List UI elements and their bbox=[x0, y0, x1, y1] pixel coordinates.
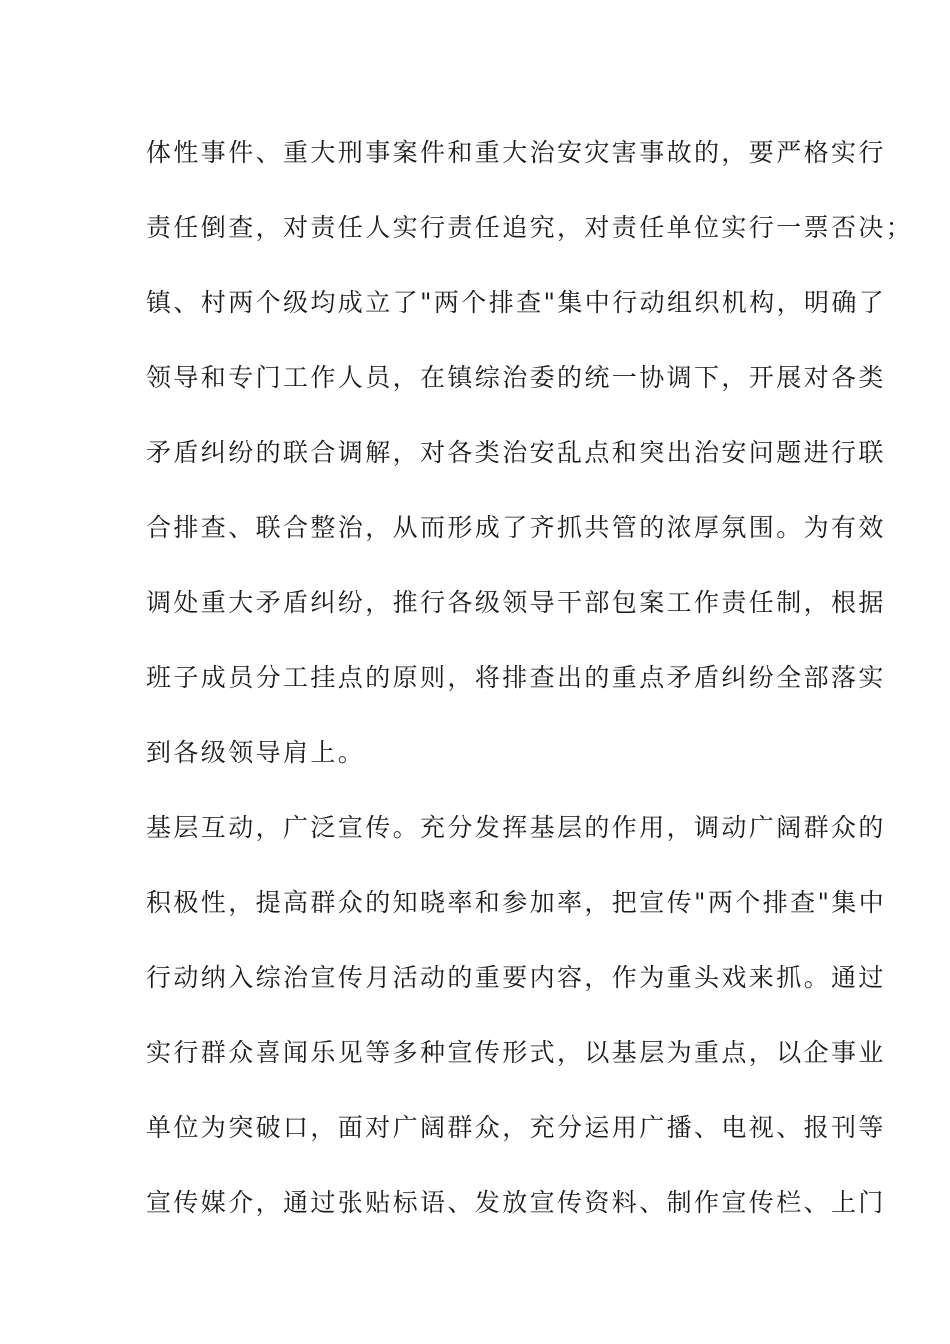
text-line-15: 宣传媒介，通过张贴标语、发放宣传资料、制作宣传栏、上门 bbox=[146, 1188, 886, 1217]
text-line-14: 单位为突破口，面对广阔群众，充分运用广播、电视、报刊等 bbox=[146, 1113, 886, 1142]
text-line-3: 镇、村两个级均成立了"两个排查"集中行动组织机构，明确了 bbox=[146, 288, 887, 317]
text-line-6: 合排查、联合整治，从而形成了齐抓共管的浓厚氛围。为有效 bbox=[146, 513, 886, 542]
text-line-7: 调处重大矛盾纠纷，推行各级领导干部包案工作责任制，根据 bbox=[146, 588, 886, 617]
body-text bbox=[146, 128, 914, 1253]
text-line-13: 实行群众喜闻乐见等多种宣传形式，以基层为重点，以企事业 bbox=[146, 1038, 886, 1067]
text-line-5: 矛盾纠纷的联合调解，对各类治安乱点和突出治安问题进行联 bbox=[146, 438, 886, 467]
text-line-8: 班子成员分工挂点的原则，将排查出的重点矛盾纠纷全部落实 bbox=[146, 663, 886, 692]
text-line-12: 行动纳入综治宣传月活动的重要内容，作为重头戏来抓。通过 bbox=[146, 963, 886, 992]
text-line-2: 责任倒查，对责任人实行责任追究，对责任单位实行一票否决； bbox=[146, 213, 914, 242]
text-line-10: 基层互动，广泛宣传。充分发挥基层的作用，调动广阔群众的 bbox=[146, 813, 886, 842]
text-line-9: 到各级领导肩上。 bbox=[146, 738, 366, 767]
text-line-1: 体性事件、重大刑事案件和重大治安灾害事故的，要严格实行 bbox=[146, 138, 886, 167]
text-line-4: 领导和专门工作人员，在镇综治委的统一协调下，开展对各类 bbox=[146, 363, 886, 392]
text-line-11: 积极性，提高群众的知晓率和参加率，把宣传"两个排查"集中 bbox=[146, 888, 887, 917]
